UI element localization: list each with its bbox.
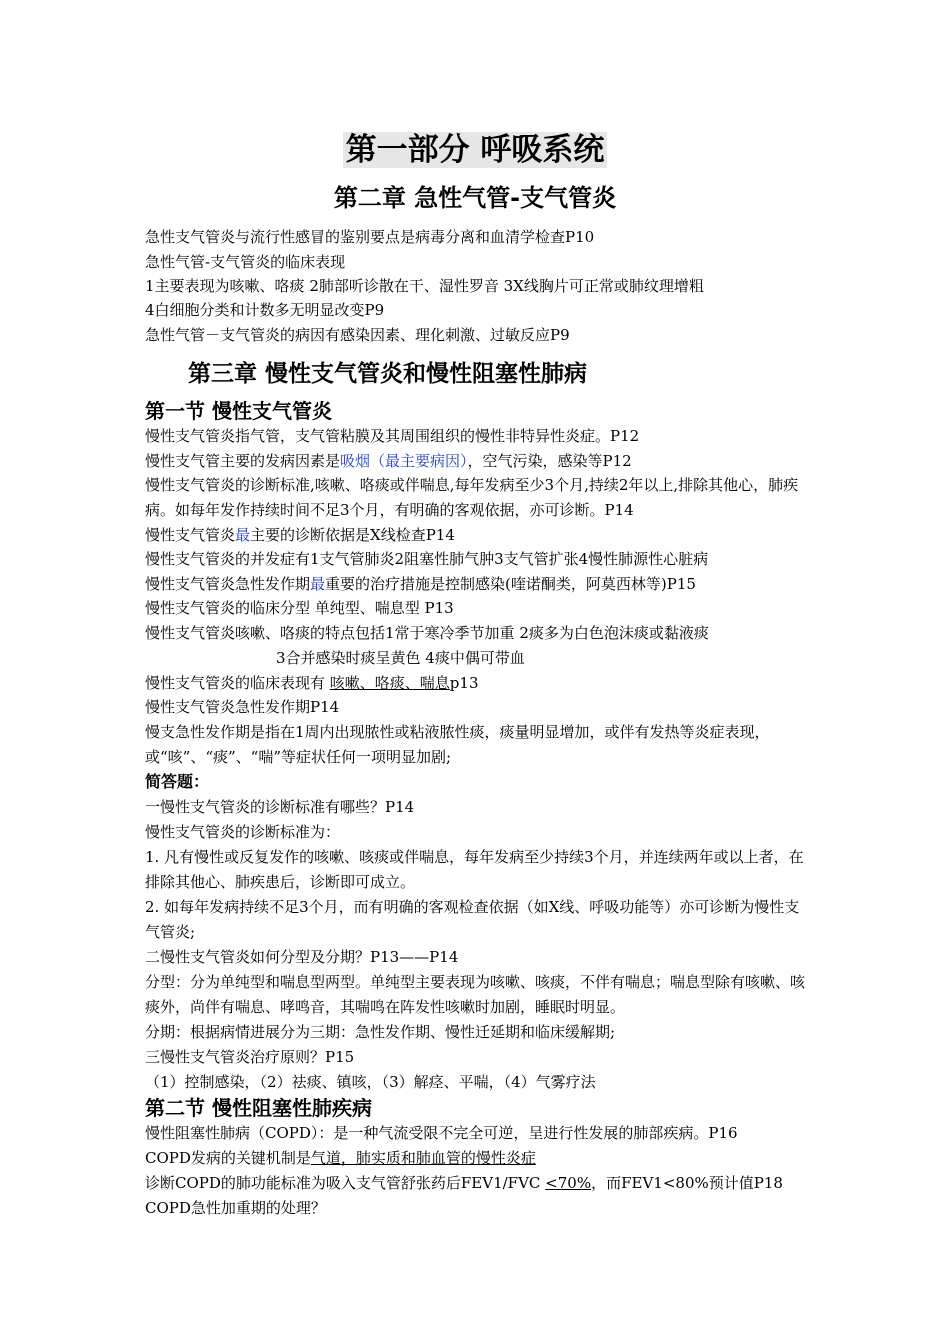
paragraph: 慢性支气管炎的临床分型 单纯型、喘息型 P13 (145, 599, 454, 617)
paragraph: 1主要表现为咳嗽、咯痰 2肺部听诊散在干、湿性罗音 3X线胸片可正常或肺纹理增粗 (145, 277, 704, 295)
answer: 分型：分为单纯型和喘息型两型。单纯型主要表现为咳嗽、咳痰，不伴有喘息；喘息型除有咳嗽、咳痰外，尚伴有喘息、哮鸣音，其喘鸣在阵发性咳嗽时加剧，睡眠时明显。 (145, 973, 806, 1016)
paragraph: COPD发病的关键机制是气道，肺实质和肺血管的慢性炎症 (145, 1149, 536, 1167)
underlined-text: <70% (545, 1174, 592, 1192)
underlined-text: 咳嗽、咯痰、喘息 (329, 674, 450, 692)
question: 二慢性支气管炎如何分型及分期？P13——P14 (145, 948, 459, 966)
underlined-text: 气道，肺实质和肺血管的慢性炎症 (310, 1149, 536, 1167)
paragraph: 慢性支气管炎急性发作期P14 (145, 698, 340, 716)
paragraph: 慢性阻塞性肺病（COPD）：是一种气流受限不完全可逆，呈进行性发展的肺部疾病。P16 (145, 1124, 738, 1142)
highlight-text: 最 (310, 575, 326, 593)
chapter-3-title: 第三章 慢性支气管炎和慢性阻塞性肺病 (188, 361, 588, 387)
section-2-title: 第二节 慢性阻塞性肺疾病 (145, 1096, 372, 1120)
answer: 慢性支气管炎的诊断标准为： (145, 823, 341, 841)
part-title: 第一部分 呼吸系统 (0, 128, 950, 172)
paragraph: 慢性支气管炎的临床表现有 咳嗽、咯痰、喘息p13 (145, 674, 479, 692)
answer: 2. 如每年发病持续不足3个月，而有明确的客观检查依据（如X线、呼吸功能等）亦可诊断为慢性支气管炎; (145, 898, 800, 941)
paragraph: 慢性支气管炎的诊断标准,咳嗽、咯痰或伴喘息,每年发病至少3个月,持续2年以上,排除其他心，肺疾病。如每年发作持续时间不足3个月，有明确的客观依据，亦可诊断。P14 (145, 476, 799, 519)
paragraph: 慢性支气管炎指气管，支气管粘膜及其周围组织的慢性非特异性炎症。P12 (145, 427, 640, 445)
answer: （1）控制感染，（2）祛痰、镇咳，（3）解痉、平喘，（4）气雾疗法 (145, 1073, 596, 1091)
paragraph: 4白细胞分类和计数多无明显改变P9 (145, 301, 385, 319)
paragraph: 慢性支气管炎最主要的诊断依据是X线检查P14 (145, 526, 455, 544)
paragraph: 诊断COPD的肺功能标准为吸入支气管舒张药后FEV1/FVC <70%，而FEV1<80%预计值P18 (145, 1174, 783, 1192)
paragraph: 慢性支气管炎咳嗽、咯痰的特点包括1常于寒冷季节加重 2痰多为白色泡沫痰或黏液痰 (145, 624, 709, 642)
question: 三慢性支气管炎治疗原则？P15 (145, 1048, 355, 1066)
question: 一慢性支气管炎的诊断标准有哪些？P14 (145, 798, 415, 816)
paragraph: 急性支气管炎与流行性感冒的鉴别要点是病毒分离和血清学检查P10 (145, 228, 595, 246)
paragraph: 慢支急性发作期是指在1周内出现脓性或粘液脓性痰，痰量明显增加，或伴有发热等炎症表现，或“咳”、“痰”、“喘”等症状任何一项明显加剧; (145, 723, 770, 766)
paragraph: 急性气管－支气管炎的病因有感染因素、理化刺激、过敏反应P9 (145, 326, 570, 344)
paragraph: 急性气管-支气管炎的临床表现 (145, 253, 346, 271)
highlight-text: 吸烟（最主要病因） (340, 452, 468, 470)
paragraph: COPD急性加重期的处理？ (145, 1199, 326, 1217)
answer: 1. 凡有慢性或反复发作的咳嗽、咳痰或伴喘息，每年发病至少持续3个月，并连续两年或以上者，在排除其他心、肺疾患后，诊断即可成立。 (145, 848, 804, 891)
chapter-2-title: 第二章 急性气管-支气管炎 (333, 184, 617, 212)
highlight-text: 最 (235, 526, 251, 544)
section-1-title: 第一节 慢性支气管炎 (145, 399, 332, 423)
paragraph: 慢性支气管炎的并发症有1支气管肺炎2阻塞性肺气肿3支气管扩张4慢性肺源性心脏病 (145, 550, 709, 568)
paragraph: 慢性支气管主要的发病因素是吸烟（最主要病因），空气污染，感染等P12 (145, 452, 632, 470)
qa-heading: 简答题： (145, 772, 210, 791)
answer: 分期：根据病情进展分为三期：急性发作期、慢性迁延期和临床缓解期; (145, 1023, 616, 1041)
paragraph: 3合并感染时痰呈黄色 4痰中偶可带血 (276, 649, 525, 667)
paragraph: 慢性支气管炎急性发作期最重要的治疗措施是控制感染(喹诺酮类，阿莫西林等)P15 (145, 575, 696, 593)
